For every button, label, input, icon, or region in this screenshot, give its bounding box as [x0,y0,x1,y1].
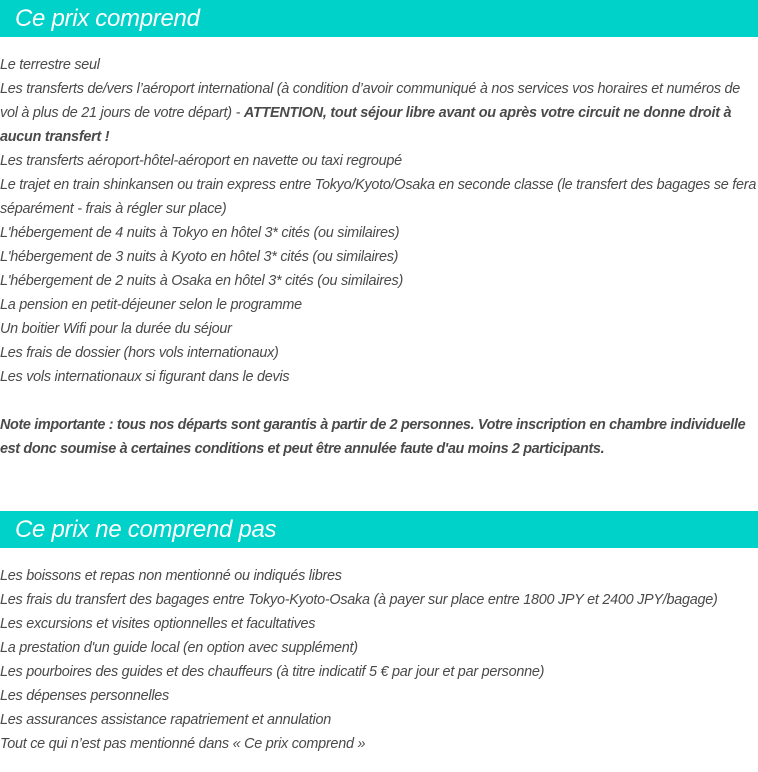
list-item-text: Le terrestre seul [0,57,100,73]
list-item-text: Les frais du transfert des bagages entre Tokyo-Kyoto-Osaka (à payer sur place entre 1800 JPY et 2400 JPY/bagage) [0,592,718,608]
list-item-text: Les transferts de/vers l’aéroport international (à condition d’avoir communiqué à nos services vos horaires et numéros de vol à plus de 21 jours de votre départ) - [0,81,741,121]
list-item-text: Un boitier Wifi pour la durée du séjour [0,321,232,337]
included-section-title: Ce prix comprend [0,0,758,37]
list-item [0,293,758,317]
list-item [0,684,758,708]
list-item [0,77,758,149]
list-item [0,365,758,389]
list-item [0,269,758,293]
list-item [0,564,758,588]
list-item-text: La pension en petit-déjeuner selon le programme [0,297,302,313]
list-item-text: L'hébergement de 3 nuits à Kyoto en hôtel 3* cités (ou similaires) [0,249,399,265]
list-item [0,708,758,732]
excluded-list [0,548,758,756]
list-item [0,245,758,269]
list-item [0,173,758,221]
list-item-text: L'hébergement de 2 nuits à Osaka en hôtel 3* cités (ou similaires) [0,273,403,289]
attention-warning: ATTENTION, tout séjour libre avant ou après votre circuit ne donne droit à aucun transfert ! [0,105,732,145]
list-item-text: Les pourboires des guides et des chauffeurs (à titre indicatif 5 € par jour et par personne) [0,664,545,680]
list-item-text: Tout ce qui n’est pas mentionné dans « Ce prix comprend » [0,736,366,752]
list-item-text: Les excursions et visites optionnelles et facultatives [0,616,316,632]
excluded-section-title: Ce prix ne comprend pas [0,511,758,548]
list-item-text: L'hébergement de 4 nuits à Tokyo en hôtel 3* cités (ou similaires) [0,225,400,241]
list-item [0,317,758,341]
important-note: Note importante : tous nos départs sont garantis à partir de 2 personnes. Votre inscription en chambre individuelle est donc soumise à certaines conditions et peut être annulée faute d'au moins 2 participants. [0,417,746,457]
list-item [0,732,758,756]
list-item-text: Les dépenses personnelles [0,688,169,704]
excluded-section [0,511,758,756]
included-list [0,37,758,389]
list-item-text: Les vols internationaux si figurant dans le devis [0,369,290,385]
list-item [0,636,758,660]
list-item [0,221,758,245]
list-item [0,53,758,77]
list-item [0,149,758,173]
list-item-text: La prestation d'un guide local (en option avec supplément) [0,640,358,656]
list-item-text: Le trajet en train shinkansen ou train express entre Tokyo/Kyoto/Osaka en seconde classe (le transfert des bagages se fera séparément - frais à régler sur place) [0,177,757,217]
list-item [0,341,758,365]
list-item [0,660,758,684]
list-item [0,588,758,612]
list-item-text: Les assurances assistance rapatriement et annulation [0,712,331,728]
list-item [0,612,758,636]
list-item-text: Les boissons et repas non mentionné ou indiqués libres [0,568,342,584]
list-item-text: Les transferts aéroport-hôtel-aéroport en navette ou taxi regroupé [0,153,402,169]
list-item-text: Les frais de dossier (hors vols internationaux) [0,345,279,361]
